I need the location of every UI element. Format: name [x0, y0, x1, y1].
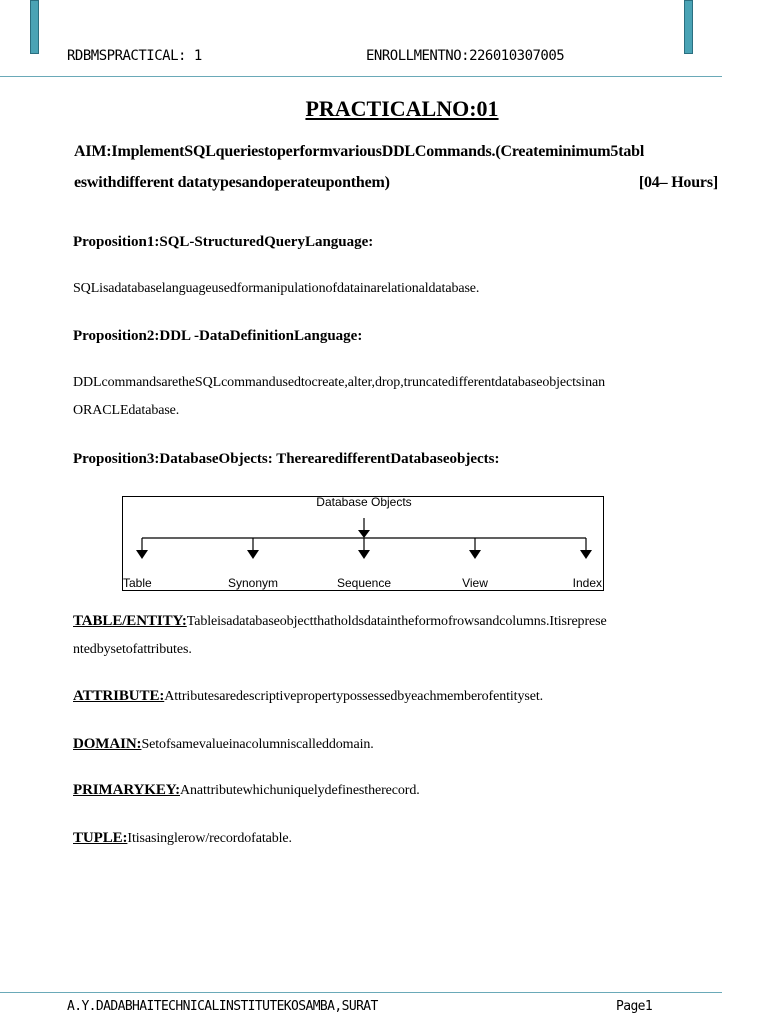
header-left-text: RDBMSPRACTICAL: 1: [67, 48, 202, 64]
proposition-2-text-2: ORACLEdatabase.: [73, 403, 180, 418]
proposition-1-heading: Proposition1:SQL-StructuredQueryLanguage:: [73, 234, 374, 250]
footer-page-number: Page1: [616, 999, 653, 1014]
footer-institute: A.Y.DADABHAITECHNICALINSTITUTEKOSAMBA,SURAT: [67, 999, 378, 1014]
proposition-2-heading: Proposition2:DDL -DataDefinitionLanguage:: [73, 328, 363, 344]
proposition-2-text-1: DDLcommandsaretheSQLcommandusedtocreate,alter,drop,truncatedifferentdatabaseobjectsinan: [73, 375, 605, 390]
aim-line-1: AIM:ImplementSQLqueriestoperformvariousDDLCommands.(Createminimum5tabl: [74, 143, 645, 160]
diagram-node-view: View: [462, 576, 488, 590]
diagram-node-synonym: Synonym: [227, 576, 279, 590]
page-title: PRACTICALNO:01: [305, 96, 499, 121]
header-right-bar: [684, 0, 693, 54]
proposition-3-heading: Proposition3:DatabaseObjects: TherearedifferentDatabaseobjects:: [73, 451, 500, 467]
diagram-node-table: Table: [123, 576, 152, 590]
header-left-bar: [30, 0, 39, 54]
definition-domain: [73, 736, 374, 753]
aim-line-2-text: eswithdifferent datatypesandoperateuponthem): [74, 174, 390, 191]
aim-line-2: [74, 174, 718, 192]
footer-rule: [0, 992, 722, 993]
definition-tuple-text: Itisasinglerow/recordofatable.: [127, 831, 292, 846]
definition-attribute-text: Attributesaredescriptivepropertypossessedbyeachmemberofentityset.: [164, 689, 544, 704]
database-objects-diagram: [122, 496, 604, 591]
definition-domain-text: Setofsamevalueinacolumniscalleddomain.: [141, 737, 374, 752]
diagram-root-label: Database Objects: [316, 496, 412, 509]
definition-table-term: TABLE/ENTITY:: [73, 613, 187, 629]
definition-attribute: [73, 688, 543, 705]
diagram-node-sequence: Sequence: [336, 576, 392, 590]
definition-tuple: [73, 830, 292, 847]
definition-primary-key: [73, 782, 420, 799]
definition-primary-key-term: PRIMARYKEY:: [73, 782, 180, 798]
definition-domain-term: DOMAIN:: [73, 736, 142, 752]
definition-tuple-term: TUPLE:: [73, 830, 128, 846]
definition-attribute-term: ATTRIBUTE:: [73, 688, 165, 704]
aim-hours: [04– Hours]: [638, 174, 718, 191]
header-rule: [0, 76, 722, 77]
header-right-text: ENROLLMENTNO:226010307005: [366, 48, 565, 64]
diagram-node-index: Index: [572, 576, 602, 590]
definition-table-text-1: Tableisadatabaseobjectthatholdsdataintheformofrowsandcolumns.Itisreprese: [186, 614, 607, 629]
definition-primary-key-text: Anattributewhichuniquelydefinestherecord.: [179, 783, 420, 798]
definition-table-line-2: ntedbysetofattributes.: [73, 642, 192, 657]
definition-table-line-1: [73, 613, 607, 630]
proposition-1-text: SQLisadatabaselanguageusedformanipulationofdatainarelationaldatabase.: [73, 281, 480, 296]
